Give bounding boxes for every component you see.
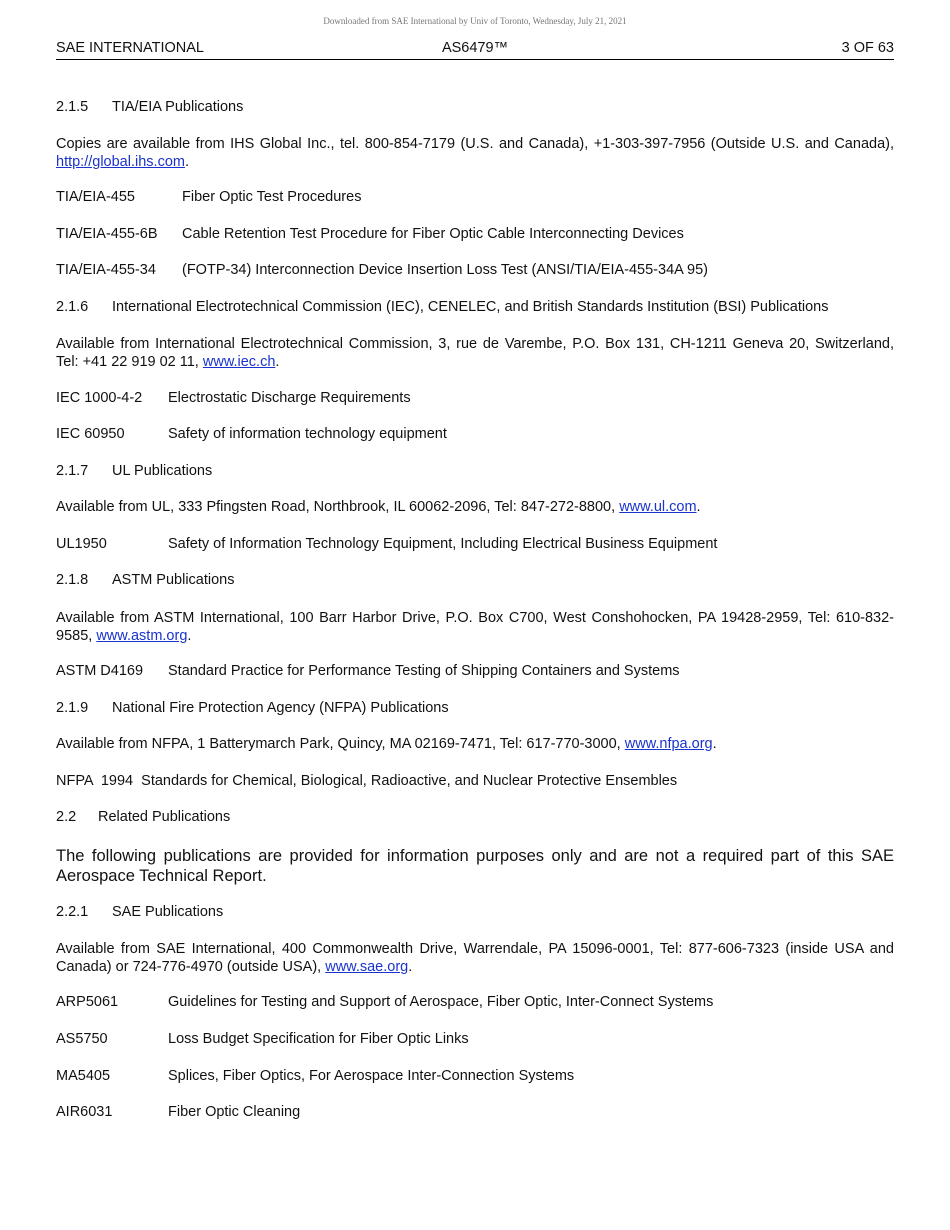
reference-row xyxy=(56,994,713,1010)
ihs-link[interactable]: http://global.ihs.com xyxy=(56,154,185,170)
reference-row xyxy=(56,189,361,205)
header-org: SAE INTERNATIONAL xyxy=(56,40,204,56)
availability-text: Available from NFPA, 1 Batterymarch Park, Quincy, MA 02169-7471, Tel: 617-770-3000, xyxy=(56,736,625,752)
reference-row xyxy=(56,1104,300,1120)
availability-paragraph xyxy=(56,335,894,371)
reference-row xyxy=(56,426,447,442)
punctuation: . xyxy=(275,354,280,370)
section-title: SAE Publications xyxy=(112,904,224,920)
section-number: 2.1.9 xyxy=(56,700,89,716)
section-number: 2.2 xyxy=(56,809,77,825)
availability-text: Available from International Electrotechnical Commission, 3, rue de Varembe, P.O. Box 131, CH-1211 Geneva 20, Switzerland, Tel: +41 22 919 02 11, xyxy=(56,336,894,370)
header-page-number: 3 OF 63 xyxy=(841,40,894,56)
reference-code: TIA/EIA-455-34 xyxy=(56,262,156,278)
section-heading-2-1-7 xyxy=(56,463,212,479)
reference-code: ASTM D4169 xyxy=(56,663,144,679)
section-number: 2.1.7 xyxy=(56,463,89,479)
reference-title: Safety of information technology equipment xyxy=(168,426,447,442)
reference-title: Standard Practice for Performance Testing of Shipping Containers and Systems xyxy=(168,663,680,679)
section-number: 2.2.1 xyxy=(56,904,89,920)
astm-link[interactable]: www.astm.org xyxy=(96,628,188,644)
reference-code: MA5405 xyxy=(56,1068,111,1084)
reference-title: (FOTP-34) Interconnection Device Insertion Loss Test (ANSI/TIA/EIA-455-34A 95) xyxy=(182,262,708,278)
reference-code: TIA/EIA-455 xyxy=(56,189,135,205)
section-title: Related Publications xyxy=(98,809,231,825)
reference-code: TIA/EIA-455-6B xyxy=(56,226,158,242)
reference-title: Safety of Information Technology Equipment, Including Electrical Business Equipment xyxy=(168,536,718,552)
availability-text: Available from SAE International, 400 Commonwealth Drive, Warrendale, PA 15096-0001, Tel: 877-606-7323 (inside USA and Canada) or 724-776-4970 (outside USA), xyxy=(56,941,894,975)
punctuation: . xyxy=(187,628,192,644)
section-title: International Electrotechnical Commission (IEC), CENELEC, and British Standards Institution (BSI) Publications xyxy=(112,299,829,315)
download-watermark: Downloaded from SAE International by Univ of Toronto, Wednesday, July 21, 2021 xyxy=(323,16,627,26)
nfpa-link[interactable]: www.nfpa.org xyxy=(624,736,713,752)
reference-row xyxy=(56,226,684,242)
availability-text: Copies are available from IHS Global Inc., tel. 800-854-7179 (U.S. and Canada), +1-303-397-7956 (Outside U.S. and Canada), xyxy=(56,136,894,152)
reference-row xyxy=(56,663,680,679)
reference-title: Cable Retention Test Procedure for Fiber Optic Cable Interconnecting Devices xyxy=(182,226,684,242)
section-heading-2-1-9 xyxy=(56,700,449,716)
availability-text: Available from ASTM International, 100 Barr Harbor Drive, P.O. Box C700, West Conshohocken, PA 19428-2959, Tel: 610-832-9585, xyxy=(56,610,894,644)
reference-code: ARP5061 xyxy=(56,994,119,1010)
reference-code: UL1950 xyxy=(56,536,107,552)
section-title: UL Publications xyxy=(112,463,213,479)
reference-title: Fiber Optic Cleaning xyxy=(168,1104,301,1120)
availability-paragraph xyxy=(56,736,717,752)
availability-paragraph xyxy=(56,499,701,515)
reference-code: AS5750 xyxy=(56,1031,108,1047)
section-heading-2-1-8 xyxy=(56,572,235,588)
reference-code: AIR6031 xyxy=(56,1104,113,1120)
ul-link[interactable]: www.ul.com xyxy=(619,499,697,515)
reference-row: NFPA 1994 Standards for Chemical, Biological, Radioactive, and Nuclear Protective Ensembles xyxy=(56,773,678,789)
related-publications-paragraph: The following publications are provided for information purposes only and are not a required part of this SAE Aerospace Technical Report. xyxy=(56,847,894,885)
reference-row xyxy=(56,1068,574,1084)
section-heading-2-1-6 xyxy=(56,299,828,315)
section-heading-2-2 xyxy=(56,809,230,825)
section-number: 2.1.8 xyxy=(56,572,89,588)
availability-paragraph xyxy=(56,609,894,645)
reference-title: Fiber Optic Test Procedures xyxy=(182,189,362,205)
availability-text: Available from UL, 333 Pfingsten Road, Northbrook, IL 60062-2096, Tel: 847-272-8800, xyxy=(56,499,620,515)
header-doc-number: AS6479™ xyxy=(441,40,509,56)
reference-row xyxy=(56,262,708,278)
section-heading-2-1-5 xyxy=(56,99,243,115)
reference-title: Electrostatic Discharge Requirements xyxy=(168,390,411,406)
availability-paragraph xyxy=(56,940,894,976)
reference-title: Splices, Fiber Optics, For Aerospace Inter-Connection Systems xyxy=(168,1068,575,1084)
punctuation: . xyxy=(696,499,701,515)
section-number: 2.1.5 xyxy=(56,99,89,115)
reference-code: IEC 60950 xyxy=(56,426,125,442)
reference-row xyxy=(56,536,717,552)
reference-title: Loss Budget Specification for Fiber Optic Links xyxy=(168,1031,469,1047)
reference-row xyxy=(56,390,411,406)
sae-link[interactable]: www.sae.org xyxy=(325,959,409,975)
iec-link[interactable]: www.iec.ch xyxy=(202,354,276,370)
punctuation: . xyxy=(184,154,189,170)
section-title: ASTM Publications xyxy=(112,572,235,588)
section-number: 2.1.6 xyxy=(56,299,89,315)
reference-code: IEC 1000-4-2 xyxy=(56,390,143,406)
availability-paragraph xyxy=(56,135,894,171)
section-title: National Fire Protection Agency (NFPA) Publications xyxy=(112,700,449,716)
page-header xyxy=(56,38,894,60)
punctuation: . xyxy=(712,736,717,752)
reference-title: Guidelines for Testing and Support of Aerospace, Fiber Optic, Inter-Connect Systems xyxy=(168,994,714,1010)
section-heading-2-2-1 xyxy=(56,904,223,920)
reference-row xyxy=(56,1031,469,1047)
section-title: TIA/EIA Publications xyxy=(112,99,244,115)
punctuation: . xyxy=(408,959,413,975)
